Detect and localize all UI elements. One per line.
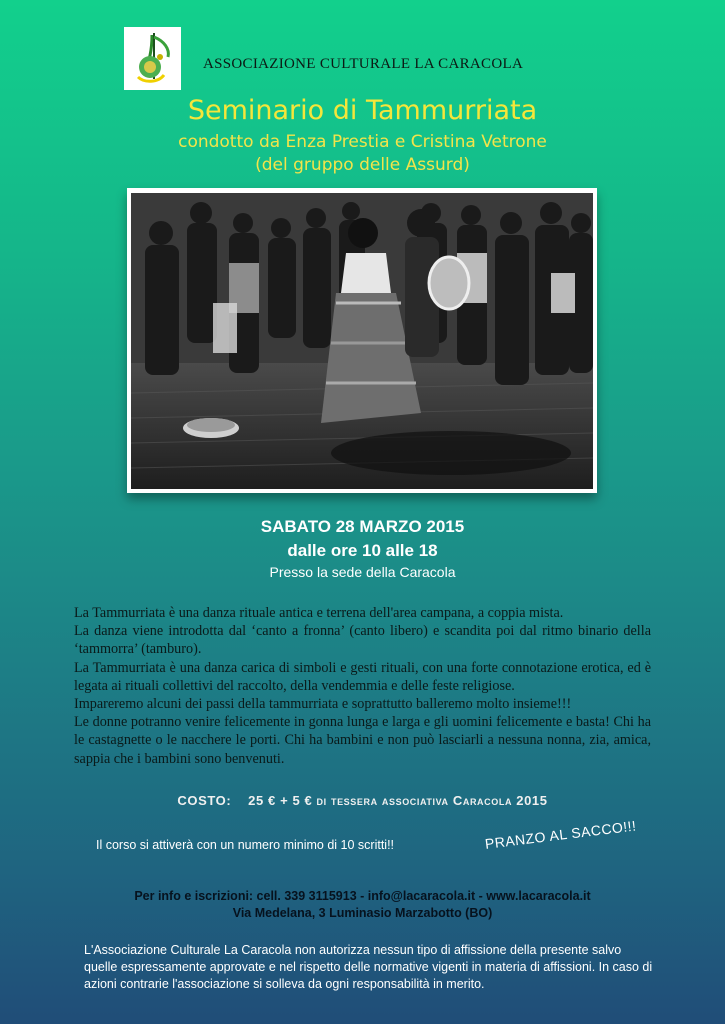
- description-text: [74, 604, 651, 768]
- association-name: ASSOCIAZIONE CULTURALE LA CARACOLA: [203, 56, 524, 72]
- description-paragraph-2: La danza viene introdotta dal ‘canto a fronna’ (canto libero) e scandita poi dal ritmo binario della ‘tammorra’ (tamburo).: [74, 623, 651, 658]
- description-paragraph-5: Le donne potranno venire felicemente in gonna lunga e larga e gli uomini felicemente e basta! Chi ha le castagnette o le nacchere le porti. Chi ha bambini e non può lasciarli a nessuna nonna, zia, amica, sappia che i bambini sono benvenuti.: [74, 714, 651, 767]
- description-paragraph-4: Impareremo alcuni dei passi della tammurriata e soprattutto balleremo molto insieme!!!: [74, 696, 572, 713]
- disclaimer-text: L'Associazione Culturale La Caracola non autorizza nessun tipo di affissione della presente salvo quelle espressamente approvate e nel rispetto delle normative vigenti in materia di affissioni. In caso di azioni contrarie l'associazione si solleva da ogni responsabilità in merito.: [84, 943, 653, 991]
- event-title: Seminario di Tammurriata: [187, 95, 538, 126]
- event-subtitle-line2: (del gruppo delle Assurd): [255, 155, 470, 175]
- address-line: Via Medelana, 3 Luminasio Marzabotto (BO): [232, 906, 493, 920]
- caracola-logo-icon: [124, 27, 181, 90]
- event-subtitle-line1: condotto da Enza Prestia e Cristina Vetrone: [178, 132, 547, 152]
- description-paragraph-1: La Tammurriata è una danza rituale antica e terrena dell'area campana, a coppia mista.: [74, 605, 564, 621]
- pranzo-al-sacco-note: PRANZO AL SACCO!!!: [484, 817, 638, 852]
- contact-info-line: Per info e iscrizioni: cell. 339 3115913 - info@lacaracola.it - www.lacaracola.it: [134, 889, 591, 903]
- description-paragraph-3: La Tammurriata è una danza carica di simboli e gesti rituali, con una forte connotazione erotica, ed è legata ai rituali collettivi del raccolto, della vendemmia e delle feste religiose.: [74, 659, 651, 694]
- event-hours: dalle ore 10 alle 18: [287, 541, 438, 560]
- dance-photo: [131, 193, 593, 489]
- minimum-participants-note: Il corso si attiverà con un numero minimo di 10 scritti!!: [96, 838, 395, 852]
- event-date: SABATO 28 MARZO 2015: [260, 517, 465, 536]
- cost-line: COSTO: 25 € + 5 € di tessera associativa Caracola 2015: [177, 793, 548, 808]
- event-photo-frame: [127, 188, 597, 493]
- event-place: Presso la sede della Caracola: [269, 564, 456, 580]
